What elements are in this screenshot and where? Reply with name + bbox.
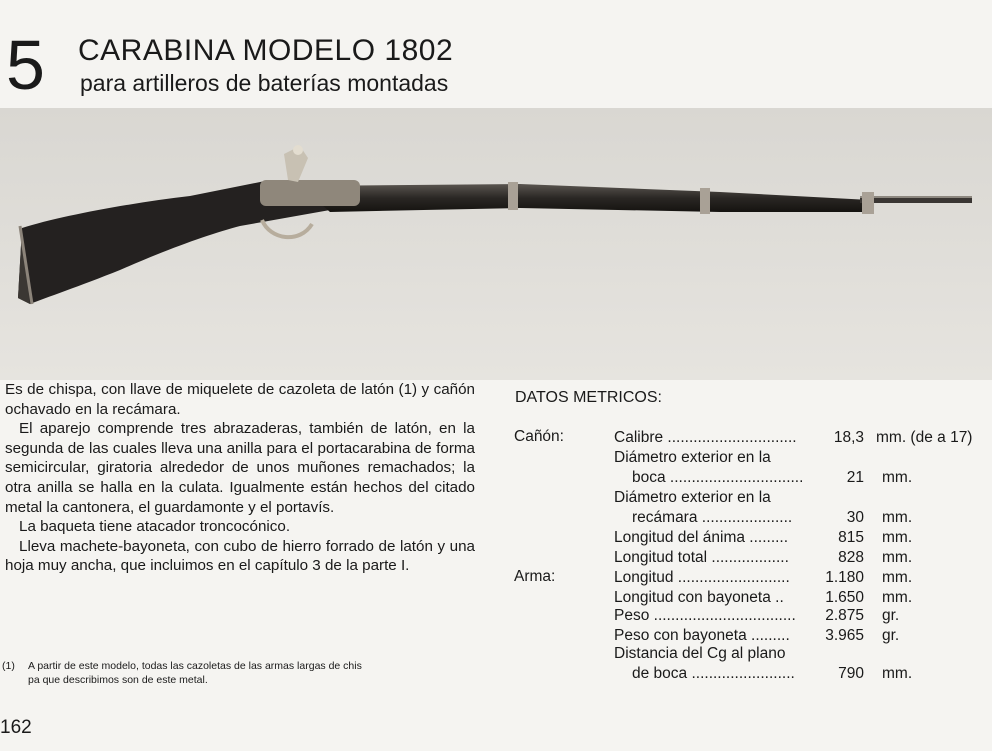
metric-unit: mm. <box>882 549 913 566</box>
metric-value: 815 <box>838 529 864 546</box>
metric-unit: mm. <box>882 509 913 526</box>
paragraph: Lleva machete-bayoneta, con cubo de hierro forrado de latón y una hoja muy ancha, que incluimos en el capítulo 3 de la parte I. <box>5 537 475 575</box>
metric-value: 828 <box>838 549 864 566</box>
metric-label: boca ............................... <box>632 469 804 486</box>
chapter-number: 5 <box>6 26 45 104</box>
metric-value: 2.875 <box>825 607 864 624</box>
metric-label: Diámetro exterior en la <box>614 449 771 466</box>
metric-value: 21 <box>846 469 864 486</box>
metric-label: Longitud .......................... <box>614 569 790 586</box>
metric-label: Longitud total .................. <box>614 549 789 566</box>
footnote-mark: (1) <box>2 660 15 672</box>
paragraph: La baqueta tiene atacador troncocónico. <box>19 518 291 536</box>
metric-unit: mm. <box>882 529 913 546</box>
metric-unit: mm. <box>882 589 913 606</box>
footnote-text-line1: A partir de este modelo, todas las cazoletas de las armas largas de chis <box>28 660 362 672</box>
metric-unit: mm. (de a 17) <box>876 429 973 446</box>
metric-label: recámara ..................... <box>632 509 793 526</box>
metric-unit: gr. <box>882 607 900 624</box>
metric-value: 30 <box>846 509 864 526</box>
datos-metricos-title: DATOS METRICOS: <box>515 389 662 406</box>
metric-unit: gr. <box>882 627 900 644</box>
footnote-text-line2: pa que describimos son de este metal. <box>28 674 208 686</box>
metric-label: Distancia del Cg al plano <box>614 645 786 662</box>
metric-label: Peso ................................. <box>614 607 796 624</box>
metric-label: Longitud del ánima ......... <box>614 529 789 546</box>
metric-label: de boca ........................ <box>632 665 795 682</box>
metric-value: 1.180 <box>825 569 864 586</box>
chapter-subtitle: para artilleros de baterías montadas <box>80 70 449 96</box>
metric-unit: mm. <box>882 469 913 486</box>
group-label-arma: Arma: <box>514 568 556 585</box>
metric-value: 3.965 <box>825 627 864 644</box>
page-number: 162 <box>0 717 32 738</box>
description-text <box>5 380 475 576</box>
carbine-photograph <box>0 108 992 380</box>
metric-unit: mm. <box>882 569 913 586</box>
metric-value: 1.650 <box>825 589 864 606</box>
group-label-canon: Cañón: <box>514 428 564 445</box>
metric-unit: mm. <box>882 665 913 682</box>
metric-label: Calibre .............................. <box>614 429 797 446</box>
metric-label: Diámetro exterior en la <box>614 489 771 506</box>
metric-value: 790 <box>838 665 864 682</box>
footnote <box>2 659 472 687</box>
paragraph: Es de chispa, con llave de miquelete de cazoleta de latón (1) y cañón ochavado en la recámara. <box>5 381 475 418</box>
metric-value: 18,3 <box>833 429 864 446</box>
chapter-title: CARABINA MODELO 1802 <box>78 34 454 67</box>
paragraph: El aparejo comprende tres abrazaderas, también de latón, en la segunda de las cuales lleva una anilla para el portacarabina de forma semicircular, giratoria alrededor de unos muñones remachados; la otra anilla se halla en la culata. Igualmente están hechos del citado metal la cantonera, el guardamonte y el portavís. <box>5 420 475 516</box>
metric-label: Longitud con bayoneta .. <box>614 589 784 606</box>
metric-label: Peso con bayoneta ......... <box>614 627 790 644</box>
